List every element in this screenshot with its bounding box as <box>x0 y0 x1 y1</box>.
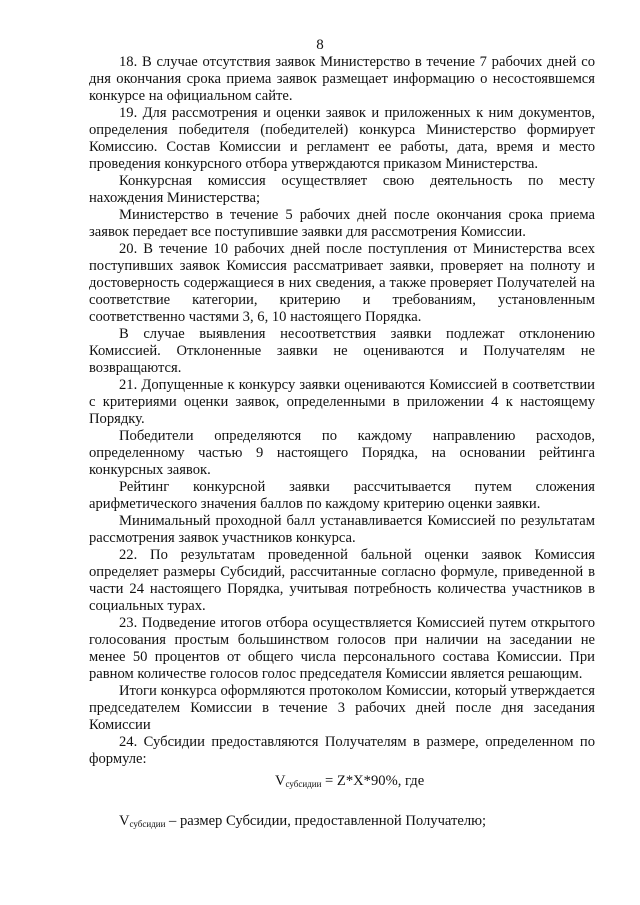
paragraph-20: 20. В течение 10 рабочих дней после поступления от Министерства всех поступивших заявок Комиссия рассматривает заявки, проверяет на полноту и достоверность содержащиеся в них сведения, а также проверяет Получателей на соответствие категории, критерию и требованиям, установленным соответственно частями 3, 6, 10 настоящего Порядка. <box>89 241 595 325</box>
paragraph-22: 22. По результатам проведенной бальной оценки заявок Комиссия определяет размеры Субсидий, рассчитанные согласно формуле, приведенной в части 24 настоящего Порядка, учитывая потребность количества участников в социальных турах. <box>89 547 595 614</box>
paragraph-19: 19. Для рассмотрения и оценки заявок и приложенных к ним документов, определения победителя (победителей) конкурса Министерство формирует Комиссию. Состав Комиссии и регламент ее работы, дата, время и место проведения конкурсного отбора утверждаются приказом Министерства. <box>89 105 595 172</box>
page-number: 8 <box>316 37 324 53</box>
paragraph-24: 24. Субсидии предоставляются Получателям в размере, определенном по формуле: <box>89 734 595 767</box>
paragraph-21: 21. Допущенные к конкурсу заявки оцениваются Комиссией в соответствии с критериями оценки заявок, определенными в приложении 4 к настоящему Порядку. <box>89 377 595 427</box>
paragraph-results: Итоги конкурса оформляются протоколом Комиссии, который утверждается председателем Комиссии в течение 3 рабочих дней после дня заседания Комиссии <box>89 683 595 733</box>
definition-symbol: V <box>119 813 130 829</box>
paragraph-23: 23. Подведение итогов отбора осуществляется Комиссией путем открытого голосования простым большинством голосов при наличии на заседании не менее 50 процентов от общего числа персонального состава Комиссии. При равном количестве голосов голос председателя Комиссии является решающим. <box>89 615 595 682</box>
formula-symbol: V <box>275 773 286 789</box>
document-body <box>89 54 595 830</box>
formula-definition <box>89 813 595 830</box>
paragraph-rejection: В случае выявления несоответствия заявки подлежат отклонению Комиссией. Отклоненные заявки не оцениваются и Получателям не возвращаются. <box>89 326 595 376</box>
subsidy-formula <box>89 772 595 791</box>
paragraph-minimum-score: Минимальный проходной балл устанавливается Комиссией по результатам рассмотрения заявок участников конкурса. <box>89 513 595 546</box>
formula-expression: = Z*X*90%, где <box>321 773 425 789</box>
definition-subscript: субсидии <box>129 819 166 829</box>
paragraph-winners: Победители определяются по каждому направлению расходов, определенному частью 9 настоящего Порядка, на основании рейтинга конкурсных заявок. <box>89 428 595 478</box>
paragraph-ministry-transfer: Министерство в течение 5 рабочих дней после окончания срока приема заявок передает все поступившие заявки для рассмотрения Комиссии. <box>89 207 595 240</box>
definition-text: – размер Субсидии, предоставленной Получателю; <box>165 813 487 829</box>
paragraph-rating: Рейтинг конкурсной заявки рассчитывается путем сложения арифметического значения баллов по каждому критерию оценки заявки. <box>89 479 595 512</box>
paragraph-18: 18. В случае отсутствия заявок Министерство в течение 7 рабочих дней со дня окончания срока приема заявок размещает информацию о несостоявшемся конкурсе на официальном сайте. <box>89 54 595 104</box>
formula-subscript: субсидии <box>285 779 322 789</box>
paragraph-commission-location: Конкурсная комиссия осуществляет свою деятельность по месту нахождения Министерства; <box>89 173 595 206</box>
